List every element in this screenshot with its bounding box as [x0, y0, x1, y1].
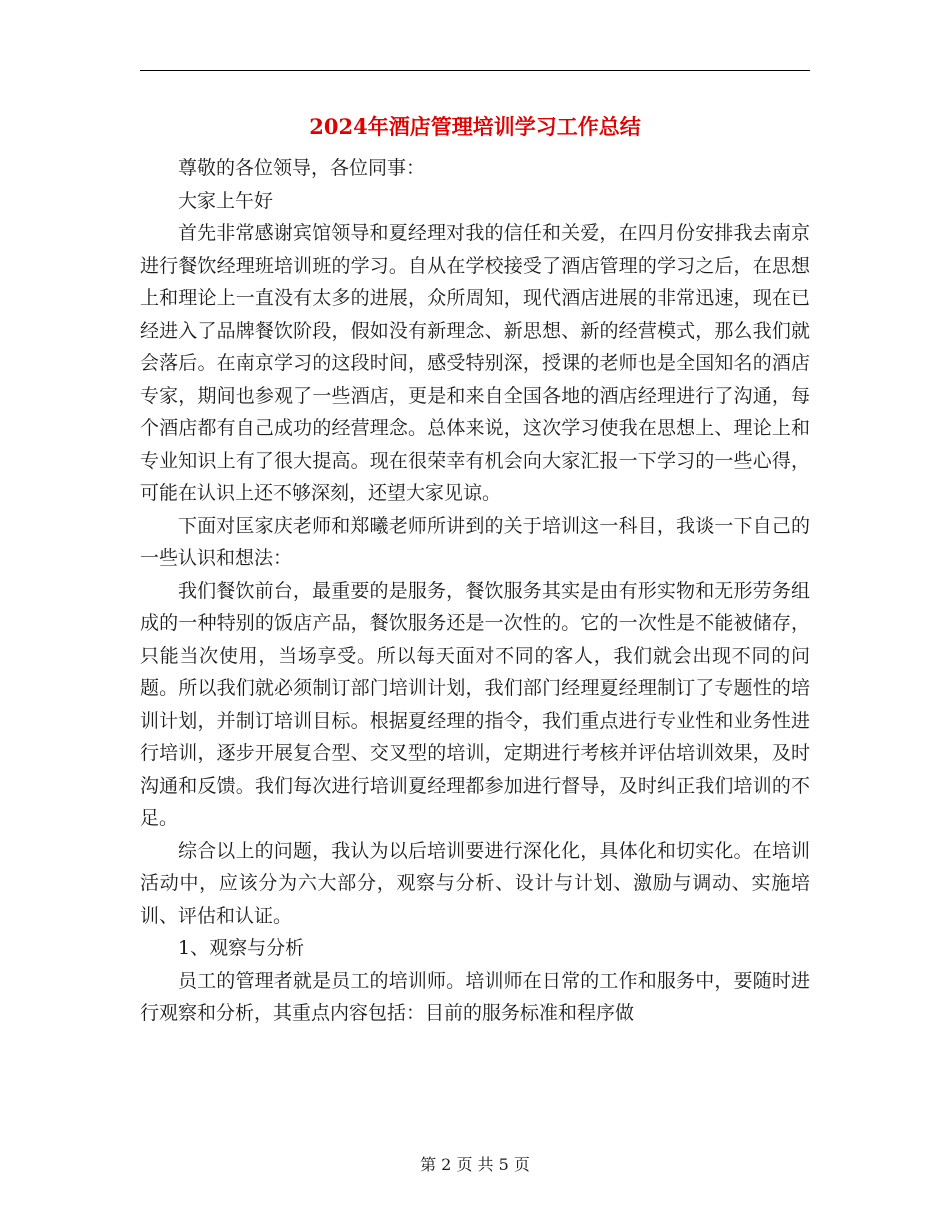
header-rule [140, 70, 810, 71]
body-paragraph: 下面对匡家庆老师和郑曦老师所讲到的关于培训这一科目，我谈一下自己的一些认识和想法： [140, 514, 810, 569]
body-paragraph: 首先非常感谢宾馆领导和夏经理对我的信任和关爱，在四月份安排我去南京进行餐饮经理班培训班的学习。自从在学校接受了酒店管理的学习之后，在思想上和理论上一直没有太多的进展，众所周知，现代酒店进展的非常迅速，现在已经进入了品牌餐饮阶段，假如没有新理念、新思想、新的经营模式，那么我们就会落后。在南京学习的这段时间，感受特别深，授课的老师也是全国知名的酒店专家，期间也参观了一些酒店，更是和来自全国各地的酒店经理进行了沟通，每个酒店都有自己成功的经营理念。总体来说，这次学习使我在思想上、理论上和专业知识上有了很大提高。现在很荣幸有机会向大家汇报一下学习的一些心得，可能在认识上还不够深刻，还望大家见谅。 [140, 222, 810, 504]
section-heading: 1、观察与分析 [178, 937, 305, 959]
greeting: 大家上午好 [178, 189, 274, 212]
page-number: 第 2 页 共 5 页 [420, 1155, 530, 1174]
body-paragraph: 员工的管理者就是员工的培训师。培训师在日常的工作和服务中，要随时进行观察和分析，其重点内容包括：目前的服务标准和程序做 [140, 969, 810, 1024]
salutation: 尊敬的各位领导，各位同事： [178, 157, 426, 179]
body-paragraph: 综合以上的问题，我认为以后培训要进行深化化，具体化和切实化。在培训活动中，应该分为六大部分，观察与分析、设计与计划、激励与调动、实施培训、评估和认证。 [140, 839, 810, 927]
document-title: 2024年酒店管理培训学习工作总结 [309, 114, 641, 139]
document-body [140, 152, 810, 1030]
body-paragraph: 我们餐饮前台，最重要的是服务，餐饮服务其实是由有形实物和无形劳务组成的一种特别的饭店产品，餐饮服务还是一次性的。它的一次性是不能被储存，只能当次使用，当场享受。所以每天面对不同的客人，我们就会出现不同的问题。所以我们就必须制订部门培训计划，我们部门经理夏经理制订了专题性的培训计划，并制订培训目标。根据夏经理的指令，我们重点进行专业性和业务性进行培训，逐步开展复合型、交叉型的培训，定期进行考核并评估培训效果，及时沟通和反馈。我们每次进行培训夏经理都参加进行督导，及时纠正我们培训的不足。 [140, 579, 810, 829]
